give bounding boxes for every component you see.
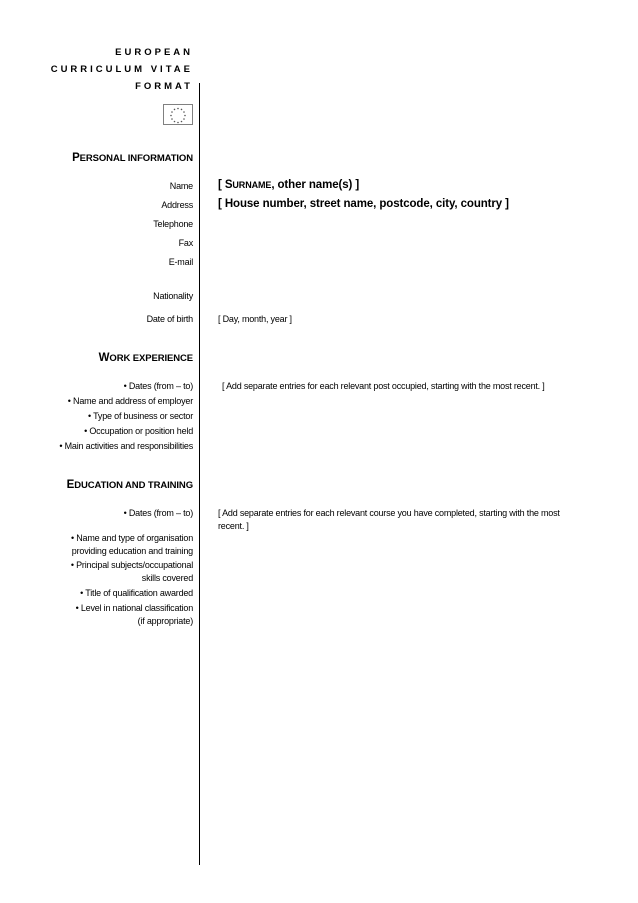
- work-label: • Occupation or position held: [84, 426, 193, 436]
- work-label: • Name and address of employer: [67, 396, 193, 406]
- section-education-and-training: EDUCATION AND TRAINING: [66, 479, 193, 491]
- value-date-of-birth: [ Day, month, year ]: [218, 314, 292, 324]
- eu-flag-icon: [163, 104, 193, 125]
- label-address: Address: [161, 200, 193, 210]
- value-address: [ House number, street name, postcode, city, country ]: [218, 198, 509, 210]
- education-value: recent. ]: [218, 521, 249, 531]
- label-telephone: Telephone: [153, 219, 193, 229]
- label-date-of-birth: Date of birth: [146, 314, 193, 324]
- vertical-divider: [199, 83, 200, 865]
- label-fax: Fax: [178, 238, 193, 248]
- education-label: • Principal subjects/occupational: [70, 560, 193, 570]
- work-value: [ Add separate entries for each relevant post occupied, starting with the most recent. ]: [222, 381, 545, 391]
- education-label: • Title of qualification awarded: [80, 588, 193, 598]
- education-label: skills covered: [141, 573, 193, 583]
- label-name: Name: [169, 181, 193, 191]
- work-label: • Main activities and responsibilities: [59, 441, 193, 451]
- education-label: • Name and type of organisation: [70, 533, 193, 543]
- education-label: • Level in national classification: [75, 603, 193, 613]
- header-format: FORMAT: [135, 81, 193, 92]
- value-name: [ SURNAME, other name(s) ]: [218, 179, 360, 191]
- header-curriculum-vitae: CURRICULUM VITAE: [50, 64, 193, 75]
- label-email: E-mail: [168, 257, 193, 267]
- education-label: • Dates (from – to): [123, 508, 193, 518]
- education-label: providing education and training: [71, 546, 193, 556]
- education-value: [ Add separate entries for each relevant course you have completed, starting with the most: [218, 508, 560, 518]
- section-work-experience: WORK EXPERIENCE: [98, 352, 193, 364]
- work-label: • Type of business or sector: [88, 411, 193, 421]
- header-european: EUROPEAN: [115, 47, 193, 58]
- label-nationality: Nationality: [153, 291, 193, 301]
- education-label: (if appropriate): [137, 616, 193, 626]
- section-personal-information: PERSONAL INFORMATION: [72, 152, 193, 164]
- work-label: • Dates (from – to): [123, 381, 193, 391]
